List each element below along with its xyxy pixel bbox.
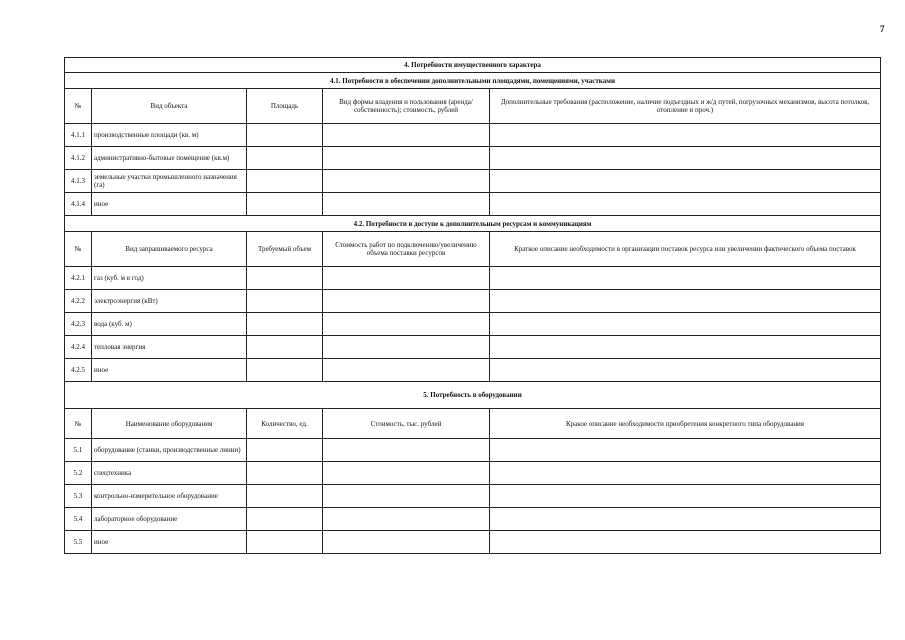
input-cell-col3[interactable]	[247, 439, 323, 462]
input-cell-col5[interactable]	[490, 267, 881, 290]
input-cell-col4[interactable]	[323, 462, 490, 485]
input-cell-col5[interactable]	[490, 124, 881, 147]
input-cell-col3[interactable]	[247, 290, 323, 313]
row-number: 5.2	[65, 462, 92, 485]
input-cell-col3[interactable]	[247, 313, 323, 336]
row-number: 4.2.4	[65, 336, 92, 359]
input-cell-col4[interactable]	[323, 439, 490, 462]
input-cell-col4[interactable]	[323, 147, 490, 170]
table-row	[65, 267, 881, 290]
input-cell-col4[interactable]	[323, 508, 490, 531]
needs-form-table	[64, 57, 881, 554]
table-row	[65, 193, 881, 216]
row-label: вода (куб. м)	[92, 313, 247, 336]
row-label: земельные участки промышленного назначения (га)	[92, 170, 247, 193]
input-cell-col3[interactable]	[247, 531, 323, 554]
header-col4: Вид формы владения и пользования (аренда/собственность); стоимость, рублей	[323, 89, 490, 124]
table-row	[65, 336, 881, 359]
header-col3: Площадь	[247, 89, 323, 124]
input-cell-col4[interactable]	[323, 531, 490, 554]
row-number: 5.5	[65, 531, 92, 554]
header-type: Вид объекта	[92, 89, 247, 124]
row-label: контрольно-измерительное оборудование	[92, 485, 247, 508]
table-row	[65, 147, 881, 170]
input-cell-col5[interactable]	[490, 336, 881, 359]
table-header-row	[65, 232, 881, 267]
row-number: 4.1.2	[65, 147, 92, 170]
input-cell-col4[interactable]	[323, 193, 490, 216]
table-row	[65, 531, 881, 554]
input-cell-col4[interactable]	[323, 313, 490, 336]
header-col5: Дополнительные требования (расположение, наличие подъездных и ж/д путей, погрузочных механизмов, высота потолков, отопление и проч.)	[490, 89, 881, 124]
input-cell-col3[interactable]	[247, 359, 323, 382]
input-cell-col4[interactable]	[323, 267, 490, 290]
input-cell-col3[interactable]	[247, 193, 323, 216]
header-num: №	[65, 89, 92, 124]
input-cell-col5[interactable]	[490, 485, 881, 508]
table-row	[65, 170, 881, 193]
section-4-2-title: 4.2. Потребности в доступе к дополнительным ресурсам и коммуникациям	[65, 216, 881, 232]
input-cell-col5[interactable]	[490, 508, 881, 531]
row-number: 4.2.3	[65, 313, 92, 336]
header-col4: Стоимость работ по подключению/увеличению объема поставки ресурсов	[323, 232, 490, 267]
header-col5: Краткое описание необходимости в организации поставок ресурса или увеличении фактического объема поставок	[490, 232, 881, 267]
input-cell-col5[interactable]	[490, 313, 881, 336]
row-number: 4.1.4	[65, 193, 92, 216]
input-cell-col4[interactable]	[323, 170, 490, 193]
input-cell-col5[interactable]	[490, 462, 881, 485]
header-type: Вид запрашиваемого ресурса	[92, 232, 247, 267]
table-row	[65, 439, 881, 462]
header-col4: Стоимость, тыс. рублей	[323, 409, 490, 439]
table-row	[65, 485, 881, 508]
table-row	[65, 124, 881, 147]
input-cell-col4[interactable]	[323, 485, 490, 508]
input-cell-col4[interactable]	[323, 359, 490, 382]
row-number: 5.1	[65, 439, 92, 462]
input-cell-col3[interactable]	[247, 336, 323, 359]
input-cell-col3[interactable]	[247, 508, 323, 531]
row-number: 4.2.5	[65, 359, 92, 382]
section-heading-row	[65, 382, 881, 409]
input-cell-col5[interactable]	[490, 359, 881, 382]
row-number: 5.3	[65, 485, 92, 508]
page-number: 7	[880, 24, 885, 34]
table-header-row	[65, 409, 881, 439]
input-cell-col3[interactable]	[247, 485, 323, 508]
row-label: иное	[92, 359, 247, 382]
header-num: №	[65, 232, 92, 267]
section-heading-row	[65, 73, 881, 89]
input-cell-col3[interactable]	[247, 267, 323, 290]
row-number: 4.2.1	[65, 267, 92, 290]
input-cell-col4[interactable]	[323, 124, 490, 147]
header-col3: Требуемый объем	[247, 232, 323, 267]
section-4-title: 4. Потребности имущественного характера	[65, 58, 881, 73]
row-label: лабораторное оборудование	[92, 508, 247, 531]
section-heading-row	[65, 58, 881, 73]
table-row	[65, 313, 881, 336]
section-heading-row	[65, 216, 881, 232]
table-row	[65, 290, 881, 313]
table-row	[65, 359, 881, 382]
input-cell-col5[interactable]	[490, 170, 881, 193]
table-row	[65, 508, 881, 531]
row-label: иное	[92, 531, 247, 554]
input-cell-col3[interactable]	[247, 462, 323, 485]
input-cell-col4[interactable]	[323, 336, 490, 359]
section-5-title: 5. Потребность в оборудовании	[65, 382, 881, 409]
row-label: спецтехника	[92, 462, 247, 485]
section-4-1-title: 4.1. Потребности в обеспечении дополнительными площадями, помещениями, участками	[65, 73, 881, 89]
row-label: производственные площади (кв. м)	[92, 124, 247, 147]
row-number: 4.2.2	[65, 290, 92, 313]
row-label: оборудование (станки, производственные линии)	[92, 439, 247, 462]
input-cell-col5[interactable]	[490, 147, 881, 170]
row-label: административно-бытовые помещение (кв.м)	[92, 147, 247, 170]
table-row	[65, 462, 881, 485]
input-cell-col5[interactable]	[490, 290, 881, 313]
row-number: 4.1.3	[65, 170, 92, 193]
input-cell-col3[interactable]	[247, 124, 323, 147]
input-cell-col5[interactable]	[490, 193, 881, 216]
header-col5: Кракое описание необходимости приобретения конкретного типа оборудования	[490, 409, 881, 439]
input-cell-col3[interactable]	[247, 147, 323, 170]
row-label: иное	[92, 193, 247, 216]
row-number: 5.4	[65, 508, 92, 531]
table-header-row	[65, 89, 881, 124]
header-num: №	[65, 409, 92, 439]
input-cell-col4[interactable]	[323, 290, 490, 313]
row-label: газ (куб. м в год)	[92, 267, 247, 290]
input-cell-col3[interactable]	[247, 170, 323, 193]
row-label: тепловая энергия	[92, 336, 247, 359]
header-type: Наименование оборудования	[92, 409, 247, 439]
row-number: 4.1.1	[65, 124, 92, 147]
input-cell-col5[interactable]	[490, 439, 881, 462]
input-cell-col5[interactable]	[490, 531, 881, 554]
header-col3: Количество, ед.	[247, 409, 323, 439]
row-label: электроэнергия (кВт)	[92, 290, 247, 313]
